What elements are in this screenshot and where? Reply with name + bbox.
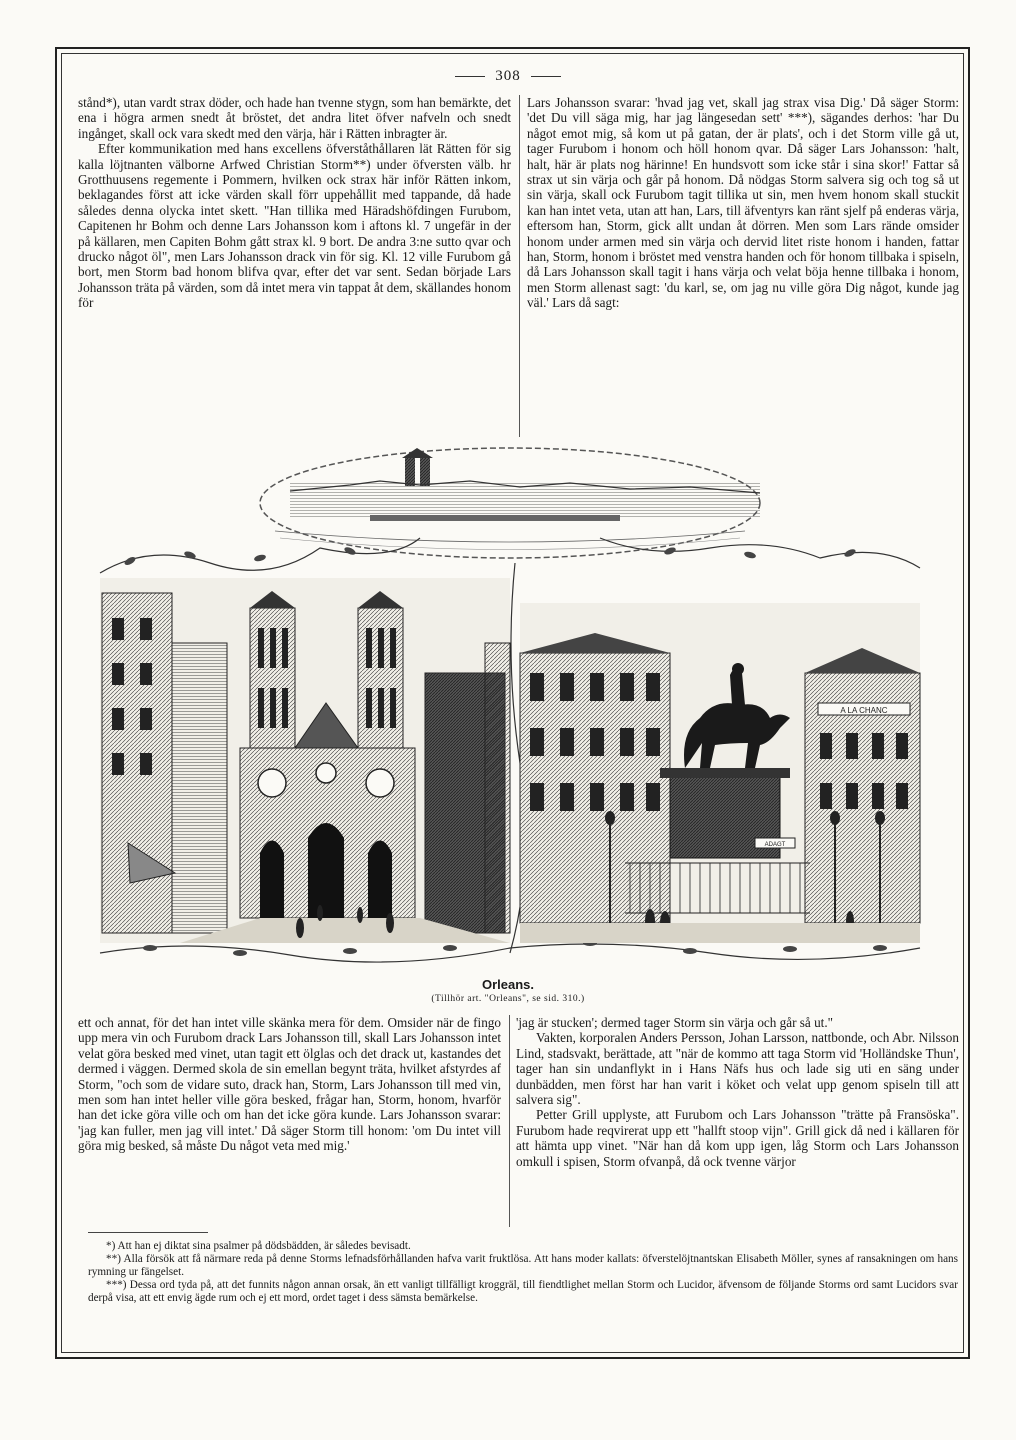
- footnote-rule: [88, 1232, 208, 1233]
- footnote: *) Att han ej diktat sina psalmer på dödsbädden, är således bevisadt.: [106, 1240, 411, 1252]
- page-number-dash-left: [455, 76, 485, 77]
- paragraph: ett och annat, för det han intet ville skänka mera för dem. Omsider när de fingo upp mera vin och Furubom drack Lars Johansson till, skall Lars Johansson intet velat göra besked med vinet, utan tagit ett ölglas och det drack ut, kastandes det dermed i väggen. Dermed skola de sin emellan begynt träta, hvilket afstyrdes af Storm, "och som de vidare suto, drack han, Storm, Lars Johansson till med vin, men som han intet heller ville göra besked, frågar han, Storm, honom, hvarför han det icke göra ville och om han det icke göra kunde. Lars Johansson svarar: 'jag kan fuller, men jag vill intet.' Då säger Storm till honom: 'om Du intet vill göra mig besked, så måste Du något veta med mig.': [78, 1015, 501, 1154]
- paragraph: 'jag är stucken'; dermed tager Storm sin värja och går så ut.": [516, 1015, 834, 1030]
- paragraph: Efter kommunikation med hans excellens öfverståthållaren lät Rätten för sig kalla löjtnanten välborne Arfwed Christian Storm**) under öfversten välb. hr Grotthuusens regemente i Pommern, hvilken ock strax här inför Rätten inkom, beklagandes först att icke värden skall förr uppehållit med tappande, då hade således denna olycka intet skett. "Han tillika med Häradshöfdingen Furubom, Capitenen hr Bohm och denne Lars Johansson kom i aftons kl. 7 ungefär in der på källaren, men Capiten Bohm gått strax kl. 9 bort. De andra 3:ne sutto qvar och drucko något öl", men Lars Johansson drack vin för sig. Kl. 12 ville Furubom gå bort, men Storm bad honom blifva qvar, efter det var sent. Sedan började Lars Johansson träta på värden, som då intet mera vin tappat åt dem, skällandes honom för: [78, 141, 511, 311]
- river-panorama: [260, 448, 760, 558]
- column-divider-bottom: [509, 1015, 510, 1227]
- paragraph: Lars Johansson svarar: 'hvad jag vet, skall jag strax visa Dig.' Då säger Storm: 'det Du vill säga mig, har jag längesedan sett' ***), sägandes derhos: 'har Du något emot mig, så kom ut på gatan, der är plats', och i det Storm ville gå ut, tager Furubom i honom och höll honom qvar. Då säger Lars Johansson: 'halt, halt, här är plats nog härinne! En hundsvott som icke står i sina skor!' Fattar så strax ut sin värja och går på honom. Då nödgas Storm salvera sig och tog så ut sin värja, skall ock Furubom tagit tillika ut sin, men hvem honom skall stuckit kan han intet veta, utan att han, Lars, till äfventyrs kan ränt sjelf på enderas värja, eftersom han, Storm, gick allt undan åt dörren. Men som Lars rände omsider honom under armen med sin värja och dervid litet riste honom i handen, fattar han, Storm, honom i bröstet med venstra handen och för honom tillbaka i spiseln, då Lars Johansson skall tagit i hans värja och velat böja henne tillbaka i honom, men Storm allenast sagt: 'du karl, se, om jag nu ville göra Dig något, kunde jag väl.' Lars då sagt:: [527, 95, 959, 311]
- column-bottom-left: [78, 1015, 501, 1154]
- footnote: **) Alla försök att få närmare reda på denne Storms lefnadsförhållanden hafva varit fruktlösa. Att hans moder kallats: öfverstelöjtnantskan Elisabeth Möller, synes af ransakningen om hans rymning ur fängelset.: [88, 1253, 958, 1278]
- page-number-dash-right: [531, 76, 561, 77]
- place-du-martroi-scene: [520, 603, 920, 943]
- column-divider-top: [519, 95, 520, 437]
- page-number-text: 308: [495, 68, 521, 84]
- footnote: ***) Dessa ord tyda på, att det funnits någon annan orsak, än ett vanligt tillfälligt kroggräl, till fiendtlighet mellan Storm och Lucidor, äfvensom de följande Storms ord samt Lucidors svar derpå visa, att ett envig ägde rum och ej ett mord, ordet taget i dess sämsta bemärkelse.: [88, 1279, 958, 1304]
- paragraph: stånd*), utan vardt strax döder, och hade han tvenne stygn, som han bemärkte, det ena i högra armen snedt åt bröstet, det andra litet öfver nafveln och snedt ingånget, skall ock vara skedt med den värja, här i Rätten inbragter är.: [78, 95, 511, 141]
- orleans-engraving: [90, 443, 930, 973]
- column-bottom-right: [516, 1015, 959, 1169]
- footnotes: [88, 1240, 958, 1305]
- paragraph: Vakten, korporalen Anders Persson, Johan Larsson, nattbonde, och Abr. Nilsson Lind, stadsvakt, berättade, att "när de kommo att taga Storm vid 'Holländske Thun', tager han sin undanflykt in i Hans Näfs hus och lade sig uti en säng under dunbädden, men först har han varit i köket och velat upp genom spiseln till att salvera sig".: [516, 1030, 959, 1108]
- shop-sign-2: ADAGT: [764, 842, 786, 848]
- illustration-caption-title: Orleans.: [481, 977, 535, 992]
- illustration-caption-subtitle: (Tillhör art. "Orleans", se sid. 310.): [431, 994, 585, 1004]
- column-top-right: [527, 95, 959, 311]
- column-top-left: [78, 95, 511, 311]
- cathedral-scene: [100, 578, 510, 943]
- shop-sign: A LA CHANC: [840, 706, 888, 715]
- page-number: [0, 68, 1016, 85]
- paragraph: Petter Grill upplyste, att Furubom och Lars Johansson "trätte på Fransöska". Furubom hade reqvirerat upp ett "hallft stoop vijn". Grill gick då ned i källaren för att hämta upp vinet. "När han då kom upp igen, låg Storm och Lars Johansson omkull i spisen, Storm ofvanpå, då ock tvenne värjor: [516, 1107, 959, 1169]
